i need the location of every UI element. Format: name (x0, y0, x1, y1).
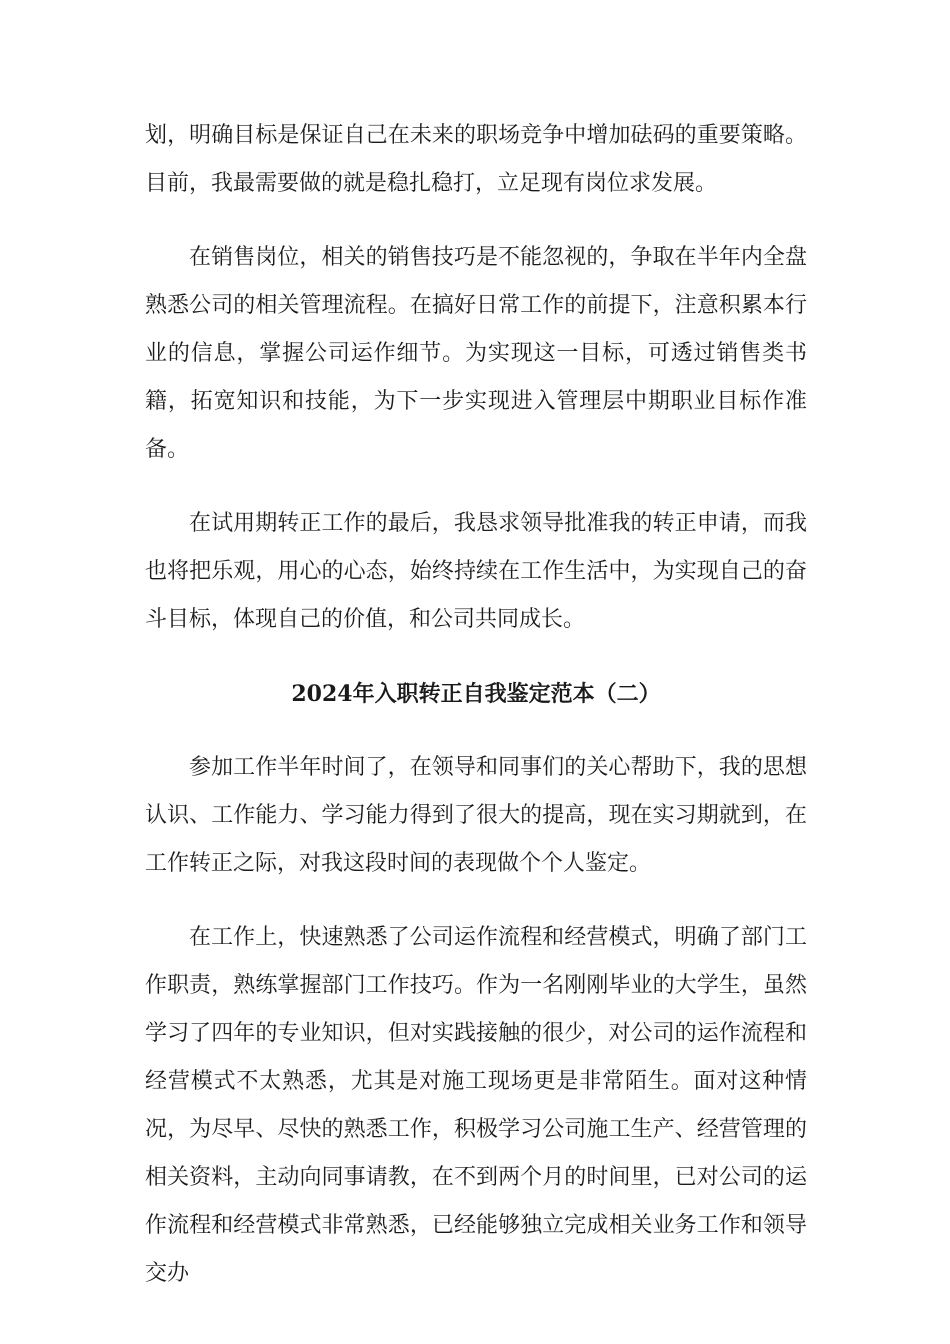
section-title: 2024年入职转正自我鉴定范本（二） (291, 681, 661, 707)
paragraph-probation-closing: 在试用期转正工作的最后，我恳求领导批准我的转正申请，而我也将把乐观，用心的心态，始终持续在工作生活中，为实现自己的奋斗目标，体现自己的价值，和公司共同成长。 (145, 511, 807, 632)
paragraph-continuation: 划，明确目标是保证自己在未来的职场竞争中增加砝码的重要策略。目前，我最需要做的就是稳扎稳打，立足现有岗位求发展。 (145, 123, 807, 196)
paragraph-sales-skills: 在销售岗位，相关的销售技巧是不能忽视的，争取在半年内全盘熟悉公司的相关管理流程。在搞好日常工作的前提下，注意积累本行业的信息，掌握公司运作细节。为实现这一目标，可透过销售类书籍，拓宽知识和技能，为下一步实现进入管理层中期职业目标作准备。 (145, 245, 807, 462)
paragraph-work: 在工作上，快速熟悉了公司运作流程和经营模式，明确了部门工作职责，熟练掌握部门工作技巧。作为一名刚刚毕业的大学生，虽然学习了四年的专业知识，但对实践接触的很少，对公司的运作流程和经营模式不太熟悉，尤其是对施工现场更是非常陌生。面对这种情况，为尽早、尽快的熟悉工作，积极学习公司施工生产、经营管理的相关资料，主动向同事请教，在不到两个月的时间里，已对公司的运作流程和经营模式非常熟悉，已经能够独立完成相关业务工作和领导交办 (145, 925, 807, 1286)
paragraph-gap (145, 718, 807, 744)
paragraph-gap (145, 208, 807, 234)
paragraph-intro: 参加工作半年时间了，在领导和同事们的关心帮助下，我的思想认识、工作能力、学习能力得到了很大的提高，现在实习期就到，在工作转正之际，对我这段时间的表现做个个人鉴定。 (145, 755, 807, 876)
paragraph-gap (145, 888, 807, 914)
paragraph-gap (145, 474, 807, 500)
document-body (145, 112, 807, 1298)
paragraph-gap (145, 644, 807, 670)
